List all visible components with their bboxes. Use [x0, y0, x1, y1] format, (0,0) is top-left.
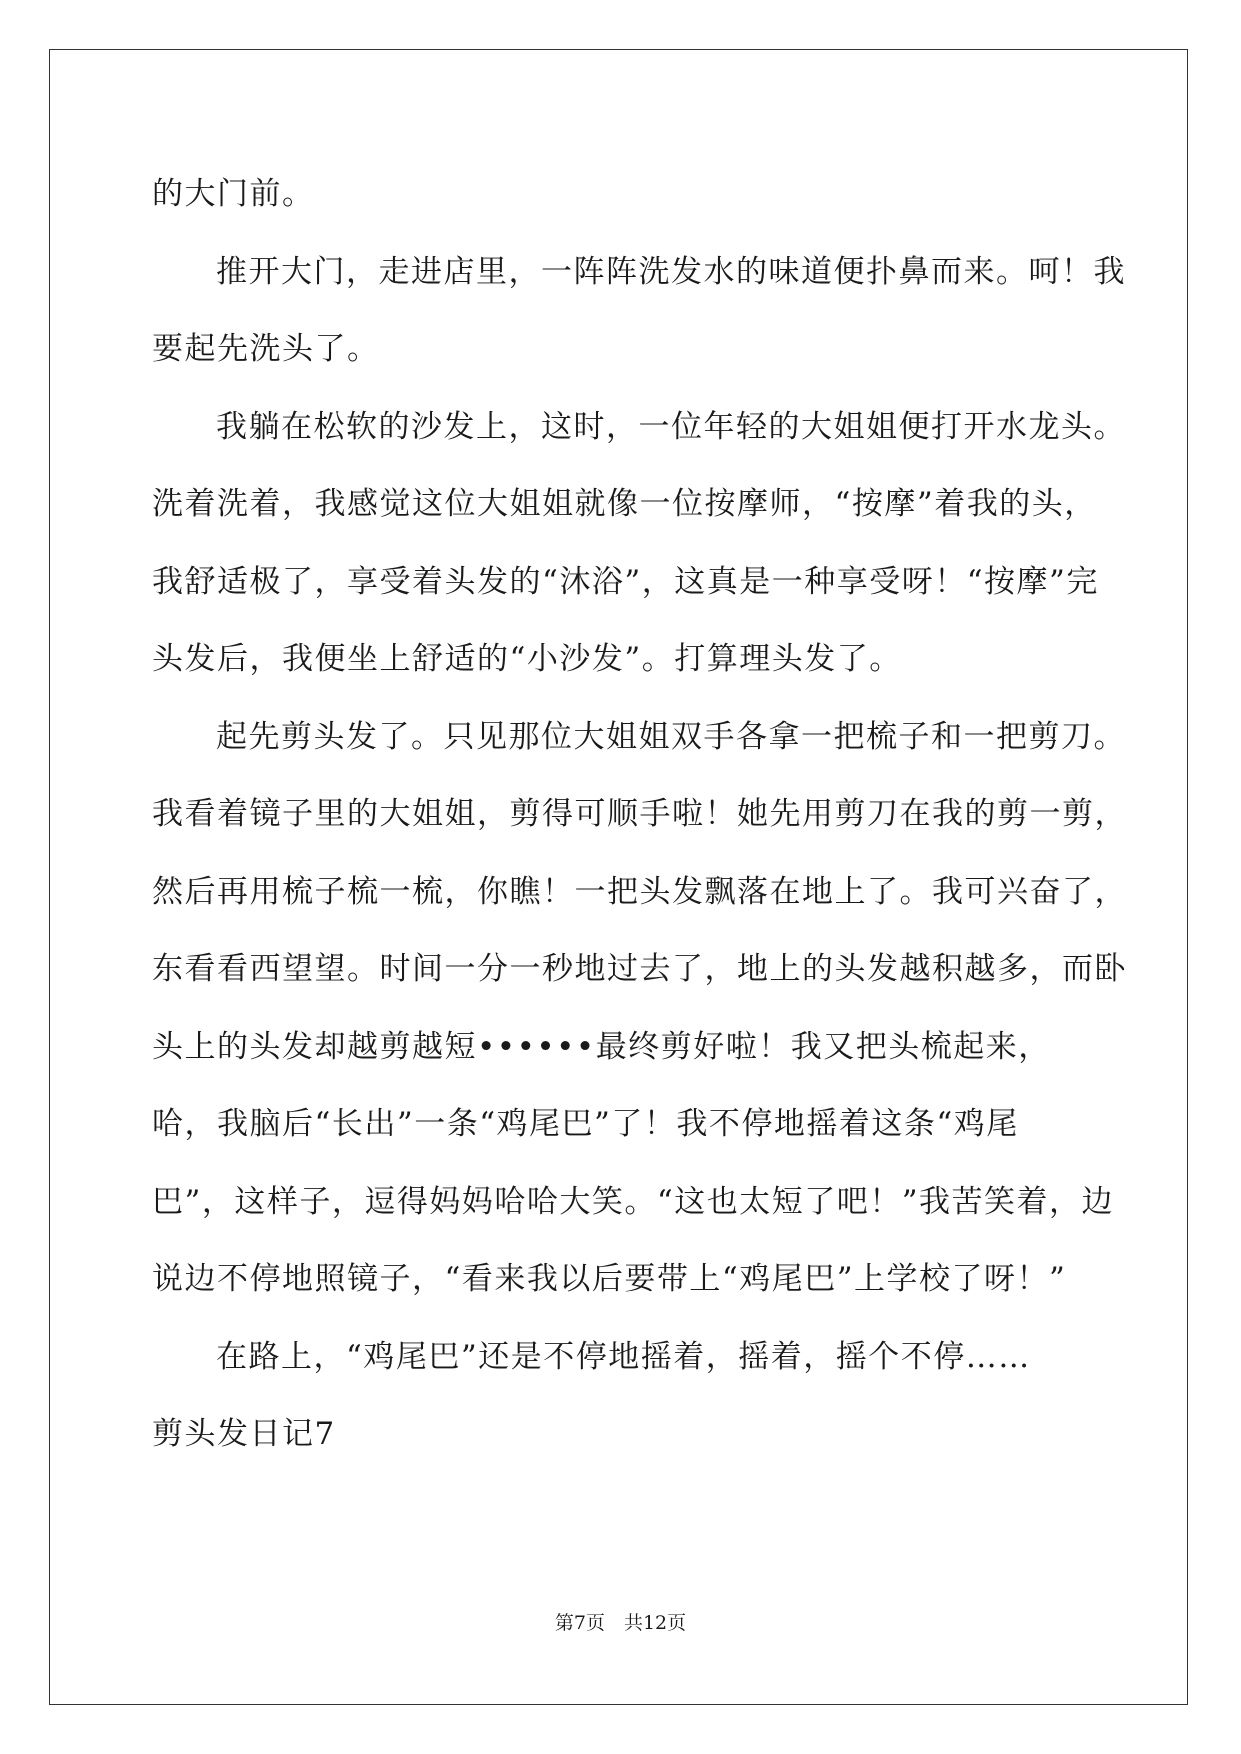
text-line: 哈，我脑后“长出”一条“鸡尾巴”了！我不停地摇着这条“鸡尾: [152, 1106, 1019, 1142]
text-line: 巴”，这样子，逗得妈妈哈哈大笑。“这也太短了吧！”我苦笑着，边: [152, 1183, 1115, 1220]
text-line: 我躺在松软的沙发上，这时，一位年轻的大姐姐便打开水龙头。: [216, 408, 1126, 445]
text-line: 推开大门，走进店里，一阵阵洗发水的味道便扑鼻而来。呵！我: [216, 253, 1126, 290]
text-line: 头发后，我便坐上舒适的“小沙发”。打算理头发了。: [152, 641, 902, 677]
text-line: 在路上，“鸡尾巴”还是不停地摇着，摇着，摇个不停……: [216, 1338, 1031, 1375]
text-line: 我舒适极了，享受着头发的“沐浴”，这真是一种享受呀！“按摩”完: [152, 563, 1099, 600]
text-line: 起先剪头发了。只见那位大姐姐双手各拿一把梳子和一把剪刀。: [216, 718, 1126, 755]
text-line: 然后再用梳子梳一梳，你瞧！一把头发飘落在地上了。我可兴奋了，: [152, 873, 1127, 910]
page-number: 第7页 共12页: [554, 1612, 687, 1634]
text-line: 的大门前。: [152, 176, 315, 212]
text-line: 说边不停地照镜子，“看来我以后要带上“鸡尾巴”上学校了呀！”: [152, 1261, 1067, 1297]
text-line: 我看着镜子里的大姐姐，剪得可顺手啦！她先用剪刀在我的剪一剪，: [152, 796, 1127, 832]
text-line: 洗着洗着，我感觉这位大姐姐就像一位按摩师，“按摩”着我的头，: [152, 486, 1097, 522]
document-body: [152, 156, 1127, 1474]
text-line: 要起先洗头了。: [152, 331, 380, 367]
section-heading: 剪头发日记7: [152, 1416, 336, 1452]
text-line: 东看看西望望。时间一分一秒地过去了，地上的头发越积越多，而卧: [152, 951, 1127, 987]
text-line: 头上的头发却越剪越短••••••最终剪好啦！我又把头梳起来，: [152, 1028, 1051, 1065]
